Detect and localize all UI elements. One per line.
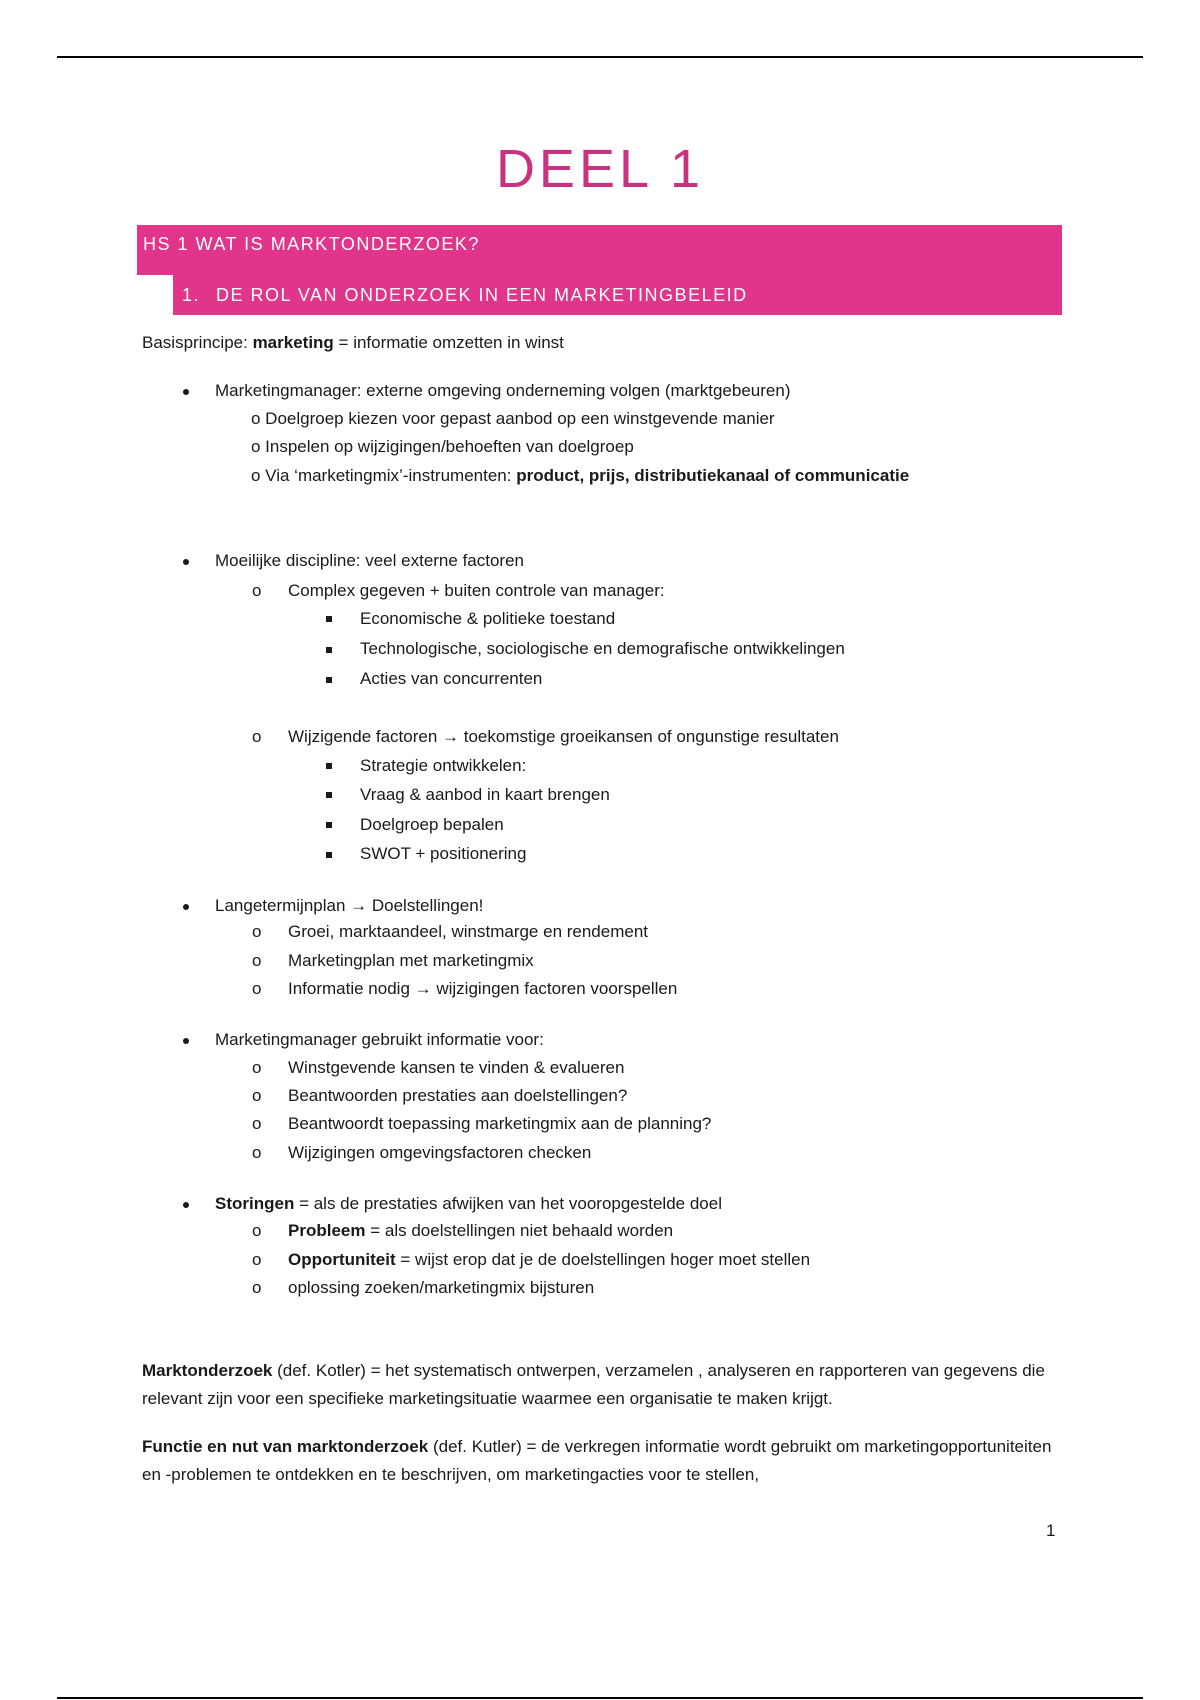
- definition-2-text: (def. Kutler) = de verkregen informatie wordt gebruikt om marketingopportuniteiten en -problemen te ontdekken en te beschrijven, om marketingacties voor te stellen,: [142, 1437, 1052, 1484]
- bullet-4-item-1: Winstgevende kansen te vinden & evalueren: [288, 1058, 625, 1077]
- basis-rest: = informatie omzetten in winst: [338, 333, 564, 352]
- bullet-5-item-2-text: = wijst erop dat je de doelstellingen hoger moet stellen: [400, 1250, 811, 1269]
- bullet-2-sub-1-item-1: Economische & politieke toestand: [360, 609, 616, 628]
- circle-marker: o: [252, 1221, 262, 1240]
- bullet-dot: [183, 389, 189, 395]
- definition-marktonderzoek: [142, 1357, 1062, 1413]
- bullet-1-sub-3-bold: product, prijs, distributiekanaal of communicatie: [516, 466, 910, 485]
- bullet-2-sub-1-item-3: Acties van concurrenten: [360, 669, 543, 688]
- section-heading-bar: [173, 270, 1062, 315]
- definition-1-term: Marktonderzoek: [142, 1361, 273, 1380]
- square-marker: [326, 647, 332, 653]
- bullet-2-sub-2-item-1: Strategie ontwikkelen:: [360, 756, 527, 775]
- bullet-5-item-1-term: Probleem: [288, 1221, 366, 1240]
- square-marker: [326, 677, 332, 683]
- bullet-5-item-1: [288, 1221, 673, 1241]
- bullet-4-item-3: Beantwoordt toepassing marketingmix aan de planning?: [288, 1114, 712, 1133]
- bullet-5-item-1-text: = als doelstellingen niet behaald worden: [370, 1221, 674, 1240]
- bullet-1: Marketingmanager: externe omgeving onderneming volgen (marktgebeuren): [215, 381, 791, 400]
- bullet-5-text: = als de prestaties afwijken van het vooropgestelde doel: [299, 1194, 722, 1213]
- definition-2-term: Functie en nut van marktonderzoek: [142, 1437, 429, 1456]
- bullet-4: Marketingmanager gebruikt informatie voor:: [215, 1030, 544, 1049]
- circle-marker: o: [252, 1058, 262, 1077]
- bullet-5-item-2-term: Opportuniteit: [288, 1250, 396, 1269]
- square-marker: [326, 616, 332, 622]
- circle-marker: o: [252, 1086, 262, 1105]
- page-title: DEEL 1: [495, 139, 705, 199]
- bullet-3-item-3: Informatie nodig → wijzigingen factoren voorspellen: [288, 979, 678, 998]
- circle-marker: o: [252, 951, 262, 970]
- definition-functie: [142, 1433, 1062, 1489]
- circle-marker: o: [252, 1143, 262, 1162]
- bullet-1-sub-2: o Inspelen op wijzigingen/behoeften van doelgroep: [251, 437, 634, 456]
- chapter-heading-bar: [137, 225, 1062, 275]
- bullet-dot: [183, 1202, 189, 1208]
- square-marker: [326, 763, 332, 769]
- bullet-1-sub-1: o Doelgroep kiezen voor gepast aanbod op een winstgevende manier: [251, 409, 775, 428]
- circle-marker: o: [252, 1278, 262, 1297]
- bullet-2-sub-2: Wijzigende factoren → toekomstige groeikansen of ongunstige resultaten: [288, 727, 839, 746]
- circle-marker: o: [252, 727, 262, 746]
- bullet-5-item-2: [288, 1250, 810, 1270]
- section-number: 1.: [182, 285, 201, 305]
- footer-rule: [57, 1697, 1143, 1699]
- bullet-1-sub-3: [251, 466, 909, 486]
- circle-marker: o: [252, 922, 262, 941]
- bullet-4-item-4: Wijzigingen omgevingsfactoren checken: [288, 1143, 592, 1162]
- bullet-5: [215, 1194, 722, 1214]
- bullet-2-sub-2-item-4: SWOT + positionering: [360, 844, 527, 863]
- bullet-dot: [183, 559, 189, 565]
- circle-marker: o: [252, 581, 262, 600]
- bullet-5-term: Storingen: [215, 1194, 295, 1213]
- square-marker: [326, 792, 332, 798]
- bullet-dot: [183, 1038, 189, 1044]
- circle-marker: o: [252, 979, 262, 998]
- bullet-2: Moeilijke discipline: veel externe factoren: [215, 551, 524, 570]
- chapter-heading: HS 1 WAT IS MARKTONDERZOEK?: [143, 234, 480, 254]
- basis-term: marketing: [252, 333, 334, 352]
- bullet-2-sub-2-item-3: Doelgroep bepalen: [360, 815, 504, 834]
- bullet-3-item-1: Groei, marktaandeel, winstmarge en rendement: [288, 922, 649, 941]
- header-rule: [57, 56, 1143, 58]
- bullet-2-sub-1-item-2: Technologische, sociologische en demografische ontwikkelingen: [360, 639, 845, 658]
- definition-1-text: (def. Kotler) = het systematisch ontwerpen, verzamelen , analyseren en rapporteren van gegevens die relevant zijn voor een specifieke marketingsituatie waarmee een organisatie te maken krijgt.: [142, 1361, 1045, 1408]
- bullet-3-item-2: Marketingplan met marketingmix: [288, 951, 534, 970]
- square-marker: [326, 852, 332, 858]
- bullet-3: Langetermijnplan → Doelstellingen!: [215, 896, 484, 915]
- basis-lead: Basisprincipe:: [142, 333, 248, 352]
- circle-marker: o: [252, 1250, 262, 1269]
- bullet-dot: [183, 904, 189, 910]
- bullet-4-item-2: Beantwoorden prestaties aan doelstellingen?: [288, 1086, 628, 1105]
- bullet-2-sub-1: Complex gegeven + buiten controle van manager:: [288, 581, 665, 600]
- basis-line: [142, 333, 564, 353]
- section-heading: DE ROL VAN ONDERZOEK IN EEN MARKETINGBELEID: [216, 285, 748, 305]
- circle-marker: o: [252, 1114, 262, 1133]
- bullet-1-sub-3-lead: o Via ‘marketingmix’-instrumenten:: [251, 466, 512, 485]
- page-number: 1: [1046, 1521, 1056, 1540]
- bullet-2-sub-2-item-2: Vraag & aanbod in kaart brengen: [360, 785, 610, 804]
- bullet-5-item-3: oplossing zoeken/marketingmix bijsturen: [288, 1278, 595, 1297]
- square-marker: [326, 822, 332, 828]
